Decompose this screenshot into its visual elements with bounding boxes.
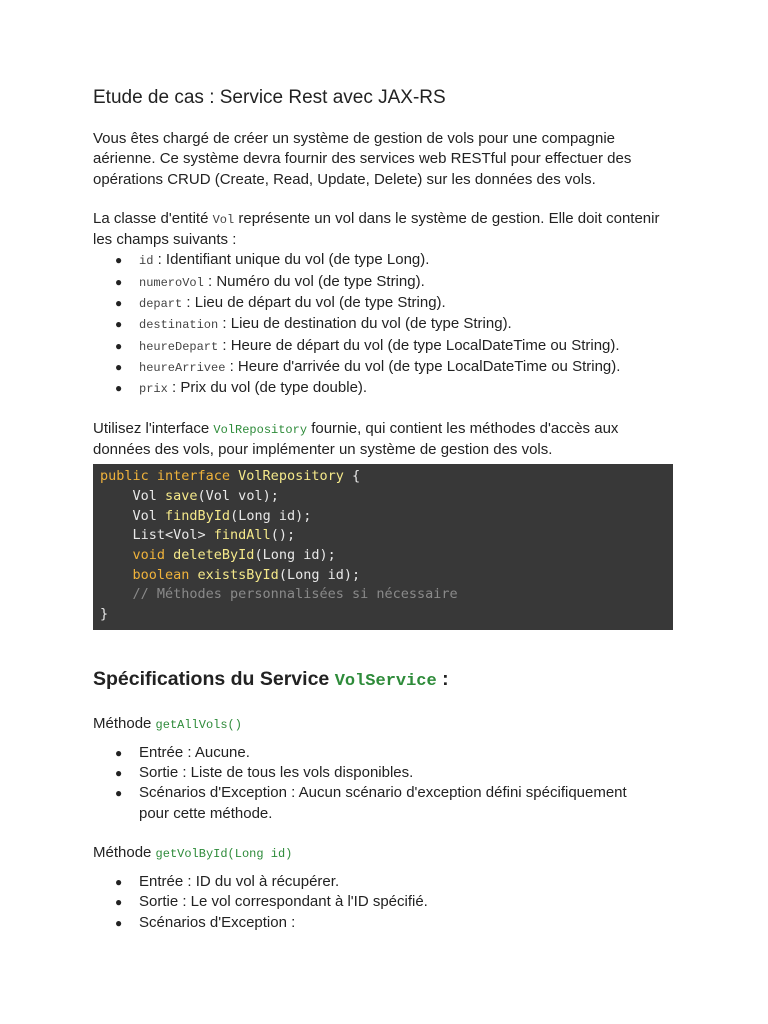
code-text: (Long id); [230,507,312,524]
bullet-icon: ● [115,274,123,289]
intro-paragraph: Vous êtes chargé de créer un système de gestion de vols pour une compagnie aérienne. Ce système devra fournir des services web RESTful pour effectuer des opérations CRUD (Create, Read, Update, Delete) sur les données des vols. [93,130,632,188]
entity-paragraph [93,209,673,251]
code-keyword: void [100,546,166,563]
field-name: id [139,254,154,269]
list-item [93,763,673,783]
entity-prefix: La classe d'entité [93,209,213,227]
code-block [93,464,673,630]
field-desc: : Numéro du vol (de type String). [203,272,425,290]
list-item [93,892,673,912]
code-text: List<Vol> [100,527,214,544]
document-title: Etude de cas : Service Rest avec JAX-RS [93,87,446,108]
code-line [100,526,666,546]
code-keyword: public interface [100,468,231,485]
bullet-icon: ● [115,253,123,268]
list-item [93,872,673,892]
method-heading [93,714,673,735]
field-desc: : Identifiant unique du vol (de type Long). [153,251,430,269]
bullet-icon: ● [115,915,123,930]
code-method: deleteById [165,546,255,563]
list-item [93,913,673,933]
code-identifier: VolRepository [230,468,344,485]
document-page [93,86,673,933]
list-item-text: Entrée : Aucune. [139,743,250,761]
entity-class-name: Vol [212,212,235,227]
field-desc: : Lieu de départ du vol (de type String). [182,294,446,312]
field-name: prix [139,382,168,397]
list-item [93,378,673,399]
code-keyword: boolean [100,566,190,583]
list-item [93,272,673,293]
method-label: Méthode [93,714,156,732]
code-text: Vol [100,507,166,524]
method-details-list [93,743,673,824]
bullet-icon: ● [115,745,123,760]
list-item [93,293,673,314]
bullet-icon: ● [115,766,123,781]
list-item [93,783,673,824]
section-heading [93,666,673,695]
field-name: depart [139,297,183,312]
code-text: (Long id); [254,546,336,563]
entity-fields-list [93,250,673,399]
code-line [100,487,666,507]
bullet-icon: ● [115,338,123,353]
list-item-text: Sortie : Liste de tous les vols disponibles. [139,764,414,782]
code-line [100,585,666,605]
repository-name: VolRepository [213,422,308,437]
bullet-icon: ● [115,317,123,332]
repository-prefix: Utilisez l'interface [93,419,214,437]
section-heading-text: Spécifications du Service [93,667,335,690]
field-desc: : Heure d'arrivée du vol (de type LocalDateTime ou String). [225,357,621,375]
code-text: Vol [100,487,166,504]
bullet-icon: ● [115,359,123,374]
field-name: heureDepart [139,339,219,354]
code-line [100,566,666,586]
code-text: (Long id); [278,566,361,583]
code-text: { [343,468,361,485]
field-desc: : Heure de départ du vol (de type LocalDateTime ou String). [218,336,620,354]
method-signature: getAllVols() [155,717,242,732]
method-heading [93,843,673,864]
code-line [100,605,666,625]
repository-suffix: fournie, qui contient les méthodes d'accès aux données des vols, pour implémenter un système de gestion des vols. [93,419,619,458]
repository-paragraph [93,419,673,461]
code-method: findById [165,507,231,524]
method-signature: getVolById(Long id) [155,846,293,861]
section-heading-suffix: : [436,667,449,690]
list-item [93,314,673,335]
method-details-list [93,872,673,933]
field-name: numeroVol [139,275,204,290]
list-item-text: Entrée : ID du vol à récupérer. [139,872,340,890]
section-heading-code: VolService [334,671,437,691]
code-line [100,507,666,527]
code-method: existsById [189,566,279,583]
code-comment: // Méthodes personnalisées si nécessaire [100,586,458,603]
code-line [100,467,666,487]
bullet-icon: ● [115,296,123,311]
bullet-icon: ● [115,874,123,889]
list-item [93,250,673,271]
field-desc: : Lieu de destination du vol (de type String). [218,315,512,333]
code-method: save [165,487,198,504]
field-desc: : Prix du vol (de type double). [167,379,368,397]
list-item-text: Scénarios d'Exception : Aucun scénario d'exception défini spécifiquement pour cette méthode. [139,784,627,822]
code-text: (Vol vol); [197,487,279,504]
bullet-icon: ● [115,786,123,801]
field-name: destination [139,318,219,333]
bullet-icon: ● [115,895,123,910]
list-item [93,357,673,378]
method-label: Méthode [93,843,156,861]
code-method: findAll [213,527,271,544]
code-text: (); [270,527,296,544]
list-item-text: Scénarios d'Exception : [139,913,296,931]
code-line [100,546,666,566]
list-item [93,743,673,763]
code-text: } [100,606,109,623]
list-item [93,336,673,357]
entity-suffix: représente un vol dans le système de gestion. Elle doit contenir les champs suivants : [93,209,660,249]
field-name: heureArrivee [139,360,226,375]
bullet-icon: ● [115,381,123,396]
list-item-text: Sortie : Le vol correspondant à l'ID spécifié. [139,893,428,911]
